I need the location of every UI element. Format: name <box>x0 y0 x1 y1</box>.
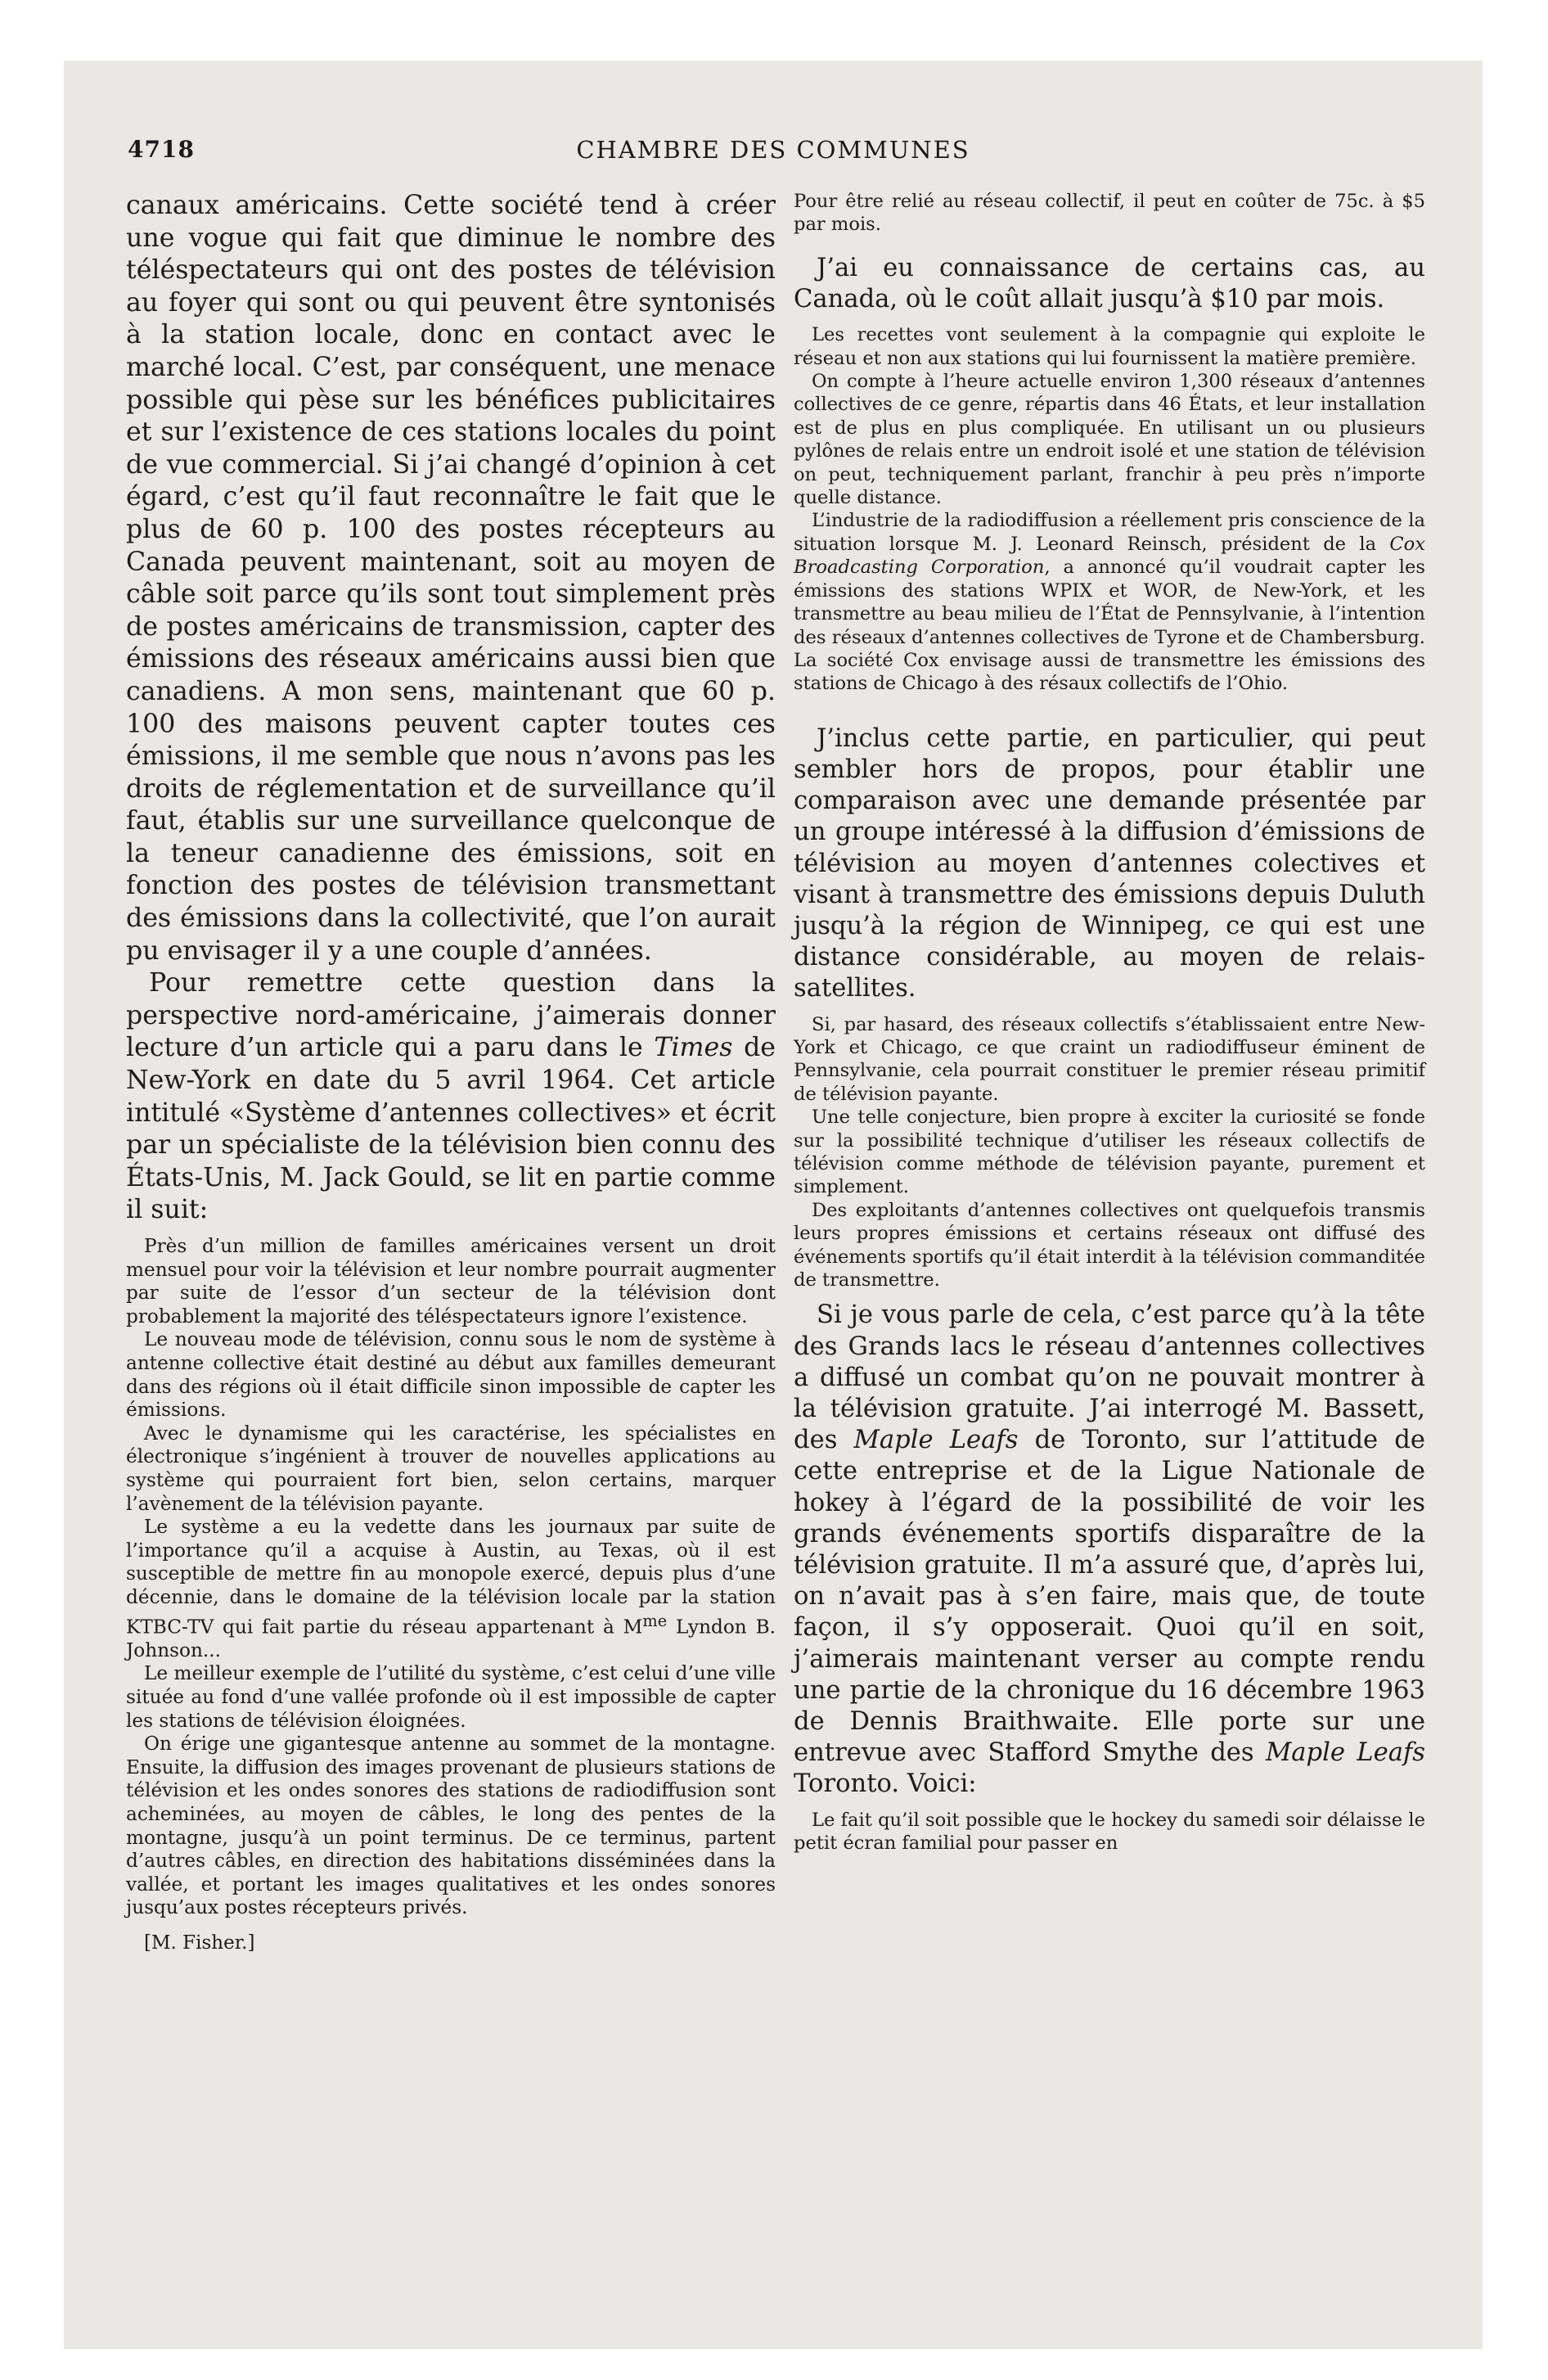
page-number: 4718 <box>128 136 195 163</box>
left-column <box>126 190 776 1955</box>
newspaper-title: Times <box>654 1033 733 1063</box>
quoted-paragraph: On érige une gigantesque antenne au sommet de la montagne. Ensuite, la diffusion des images provenant de plusieurs stations de télévision et les ondes sonores des stations de radiodiffusion sont acheminées, au moyen de câbles, le long des pentes de la montagne, jusqu’à un point terminus. De ce terminus, partent d’autres câbles, en direction des habitations disséminées dans la vallée, et portant les images qualitatives et les ondes sonores jusqu’aux postes récepteurs privés. <box>126 1733 776 1919</box>
page-header <box>64 136 1483 169</box>
right-column <box>794 190 1425 1855</box>
quoted-paragraph <box>794 509 1425 695</box>
quoted-paragraph: On compte à l’heure actuelle environ 1,300 réseaux d’antennes collectives de ce genre, répartis dans 46 États, et leur installation est de plus en plus compliquée. En utilisant un ou plusieurs pylônes de relais entre un endroit isolé et une station de télévision on peut, techniquement parlant, franchir à peu près n’importe quelle distance. <box>794 371 1425 509</box>
text-run: Le système a eu la vedette dans les journaux par suite de l’importance qu’il a acquise à Austin, au Texas, où il est susceptible de mettre fin au monopole exercé, depuis plus d’une décennie, dans le domaine de la télévision locale par la station KTBC-TV qui fait partie du réseau appartenant à M <box>126 1516 776 1639</box>
superscript: me <box>642 1611 668 1630</box>
text-run: Toronto. Voici: <box>794 1769 977 1799</box>
team-name: Maple Leafs <box>1265 1738 1425 1768</box>
quoted-paragraph: Une telle conjecture, bien propre à exciter la curiosité se fonde sur la possibilité technique d’utiliser les réseaux collectifs de télévision comme méthode de télévision payante, purement et simplement. <box>794 1107 1425 1198</box>
company-name: Cox Broadcasting Corporation <box>794 533 1425 579</box>
running-title: CHAMBRE DES COMMUNES <box>576 136 970 164</box>
speaker-attribution: [M. Fisher.] <box>144 1931 255 1954</box>
speech-paragraph: J’ai eu connaissance de certains cas, au Canada, où le coût allait jusqu’à $10 par mois. <box>794 253 1425 314</box>
text-run: de Toronto, sur l’attitude de cette entreprise et de la Ligue Nationale de hokey à l’égard de la possibilité de voir les grands événements sportifs disparaître de la télévision gratuite. Il m’a assuré que, d’après lui, on n’avait pas à s’en faire, mais que, de toute façon, il s’y opposerait. Quoi qu’il en soit, j’aimerais maintenant verser au compte rendu une partie de la chronique du 16 décembre 1963 de Dennis Braithwaite. Elle porte sur une entrevue avec Stafford Smythe des <box>794 1426 1425 1768</box>
text-run: , a annoncé qu’il voudrait capter les émissions des stations WPIX et WOR, de New-York, et les transmettre au beau milieu de l’État de Pennsylvanie, à l’intention des réseaux d’antennes collectives de Tyrone et de Chambersburg. La société Cox envisage aussi de transmettre les émissions des stations de Chicago à des résaux collectifs de l’Ohio. <box>794 557 1425 695</box>
quoted-paragraph <box>126 1516 776 1662</box>
quoted-paragraph: Si, par hasard, des réseaux collectifs s’établissaient entre New-York et Chicago, ce que craint un radiodiffuseur éminent de Pennsylvanie, cela pourrait constituer le premier réseau primitif de télévision payante. <box>794 1013 1425 1105</box>
quoted-paragraph: Près d’un million de familles américaines versent un droit mensuel pour voir la télévision et leur nombre pourrait augmenter par suite de l’essor d’un secteur de la télévision dont probablement la majorité des téléspectateurs ignore l’existence. <box>126 1235 776 1327</box>
speech-paragraph <box>126 967 776 1227</box>
text-run: L’industrie de la radiodiffusion a réellement pris conscience de la situation lorsque M. J. Leonard Reinsch, président de la <box>794 510 1425 555</box>
quoted-paragraph: Le fait qu’il soit possible que le hockey du samedi soir délaisse le petit écran familial pour passer en <box>794 1809 1425 1855</box>
text-run: Lyndon B. Johnson... <box>126 1616 776 1661</box>
quoted-paragraph: Le nouveau mode de télévision, connu sous le nom de système à antenne collective était destiné au début aux familles demeurant dans des régions où il était difficile sinon impossible de capter les émissions. <box>126 1328 776 1422</box>
quoted-paragraph: Des exploitants d’antennes collectives ont quelquefois transmis leurs propres émissions et certains réseaux ont diffusé des événements sportifs qu’il était interdit à la télévision commanditée de transmettre. <box>794 1199 1425 1291</box>
speech-paragraph <box>794 1300 1425 1800</box>
text-run: Pour remettre cette question dans la perspective nord-américaine, j’aimerais donner lecture d’un article qui a paru dans le <box>126 968 776 1063</box>
text-run: Si je vous parle de cela, c’est parce qu’à la tête des Grands lacs le réseau d’antennes collectives a diffusé un combat qu’on ne pouvait montrer à la télévision gratuite. J’ai interrogé M. Bassett, des <box>794 1300 1425 1455</box>
speech-paragraph: J’inclus cette partie, en particulier, qui peut sembler hors de propos, pour établir une comparaison avec une demande présentée par un groupe intéressé à la diffusion d’émissions de télévision au moyen d’antennes colectives et visant à transmettre des émissions depuis Duluth jusqu’à la région de Winnipeg, ce qui est une distance considérable, au moyen de relais-satellites. <box>794 723 1425 1003</box>
speech-paragraph: canaux américains. Cette société tend à créer une vogue qui fait que diminue le nombre des téléspectateurs qui ont des postes de télévision au foyer qui sont ou qui peuvent être syntonisés à la station locale, donc en contact avec le marché local. C’est, par conséquent, une menace possible qui pèse sur les bénéfices publicitaires et sur l’existence de ces stations locales du point de vue commercial. Si j’ai changé d’opinion à cet égard, c’est qu’il faut reconnaître le fait que le plus de 60 p. 100 des postes récepteurs au Canada peuvent maintenant, soit au moyen de câble soit parce qu’ils sont tout simplement près de postes américains de transmission, capter des émissions des réseaux américains aussi bien que canadiens. A mon sens, maintenant que 60 p. 100 des maisons peuvent capter toutes ces émissions, il me semble que nous n’avons pas les droits de réglementation et de surveillance qu’il faut, établis sur une surveillance quelconque de la teneur canadienne des émissions, soit en fonction des postes de télévision transmettant des émissions dans la collectivité, que l’on aurait pu envisager il y a une couple d’années. <box>126 191 776 966</box>
quoted-paragraph: Les recettes vont seulement à la compagnie qui exploite le réseau et non aux stations qui lui fournissent la matière première. <box>794 324 1425 369</box>
quoted-paragraph: Pour être relié au réseau collectif, il peut en coûter de 75c. à $5 par mois. <box>794 191 1425 236</box>
quoted-paragraph: Avec le dynamisme qui les caractérise, les spécialistes en électronique s’ingénient à trouver de nouvelles applications au système qui pourraient fort bien, selon certains, marquer l’avènement de la télévision payante. <box>126 1422 776 1515</box>
team-name: Maple Leafs <box>853 1426 1019 1455</box>
document-page <box>64 61 1483 2349</box>
text-run: de New-York en date du 5 avril 1964. Cet article intitulé «Système d’antennes collectives» et écrit par un spécialiste de la télévision bien connu des États-Unis, M. Jack Gould, se lit en partie comme il suit: <box>126 1033 776 1225</box>
quoted-paragraph: Le meilleur exemple de l’utilité du système, c’est celui d’une ville située au fond d’une vallée profonde où il est impossible de capter les stations de télévision éloignées. <box>126 1662 776 1732</box>
